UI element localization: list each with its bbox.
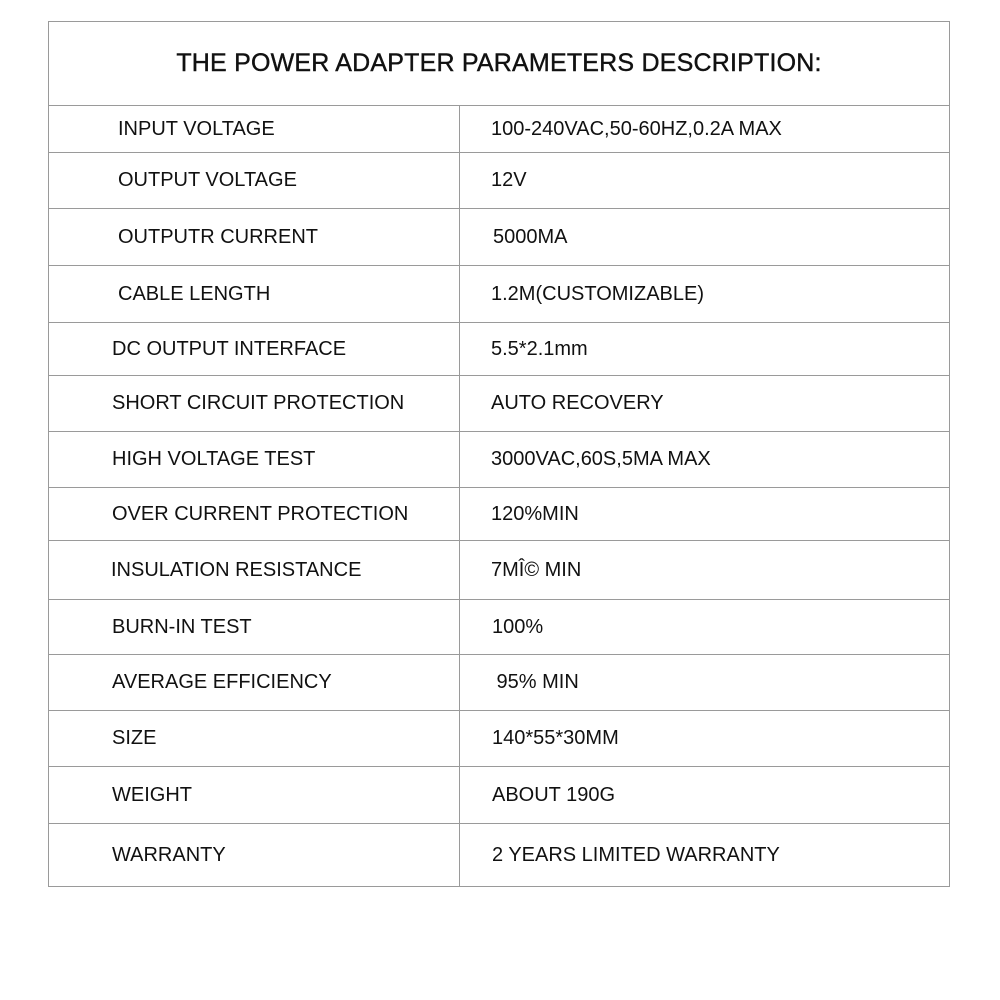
row-value: 2 YEARS LIMITED WARRANTY (492, 843, 780, 866)
row-label: OVER CURRENT PROTECTION (112, 502, 409, 525)
table-row (49, 376, 949, 432)
row-value: 140*55*30MM (492, 727, 619, 749)
row-label: WEIGHT (112, 783, 192, 806)
row-label: BURN-IN TEST (112, 615, 252, 638)
row-value: 95% MIN (491, 671, 579, 693)
table-row (49, 106, 949, 153)
table-row (49, 824, 949, 886)
table-row (49, 153, 949, 209)
row-value: 5.5*2.1mm (491, 337, 588, 360)
row-value: 120%MIN (491, 502, 579, 525)
row-label: INPUT VOLTAGE (118, 117, 275, 140)
table-row (49, 323, 949, 376)
row-label: WARRANTY (112, 843, 226, 866)
table-row (49, 209, 949, 266)
row-value: 100% (492, 615, 544, 638)
table-row (49, 767, 949, 824)
spec-table (48, 21, 950, 887)
row-value: 3000VAC,60S,5MA MAX (491, 448, 711, 470)
row-value: 100-240VAC,50-60HZ,0.2A MAX (491, 117, 782, 140)
row-label: INSULATION RESISTANCE (111, 558, 362, 581)
table-row (49, 432, 949, 488)
table-row (49, 600, 949, 655)
table-row (49, 488, 949, 541)
row-value: AUTO RECOVERY (491, 392, 664, 414)
row-label: SHORT CIRCUIT PROTECTION (112, 392, 405, 414)
row-value: ABOUT 190G (492, 783, 616, 806)
row-label: DC OUTPUT INTERFACE (112, 337, 347, 360)
row-label: HIGH VOLTAGE TEST (112, 448, 316, 470)
table-row (49, 266, 949, 323)
row-value: 1.2M(CUSTOMIZABLE) (491, 282, 704, 305)
table-row (49, 711, 949, 767)
row-label: SIZE (112, 727, 157, 749)
row-label: AVERAGE EFFICIENCY (112, 671, 332, 693)
table-row (49, 541, 949, 600)
row-label: OUTPUT VOLTAGE (118, 169, 297, 191)
row-label: CABLE LENGTH (118, 282, 271, 305)
table-row (49, 655, 949, 711)
table-title: THE POWER ADAPTER PARAMETERS DESCRIPTION: (49, 22, 949, 106)
row-label: OUTPUTR CURRENT (118, 225, 318, 248)
row-value: 7MÎ© MIN (491, 558, 582, 581)
row-value: 5000MA (493, 225, 568, 248)
row-value: 12V (491, 169, 527, 191)
